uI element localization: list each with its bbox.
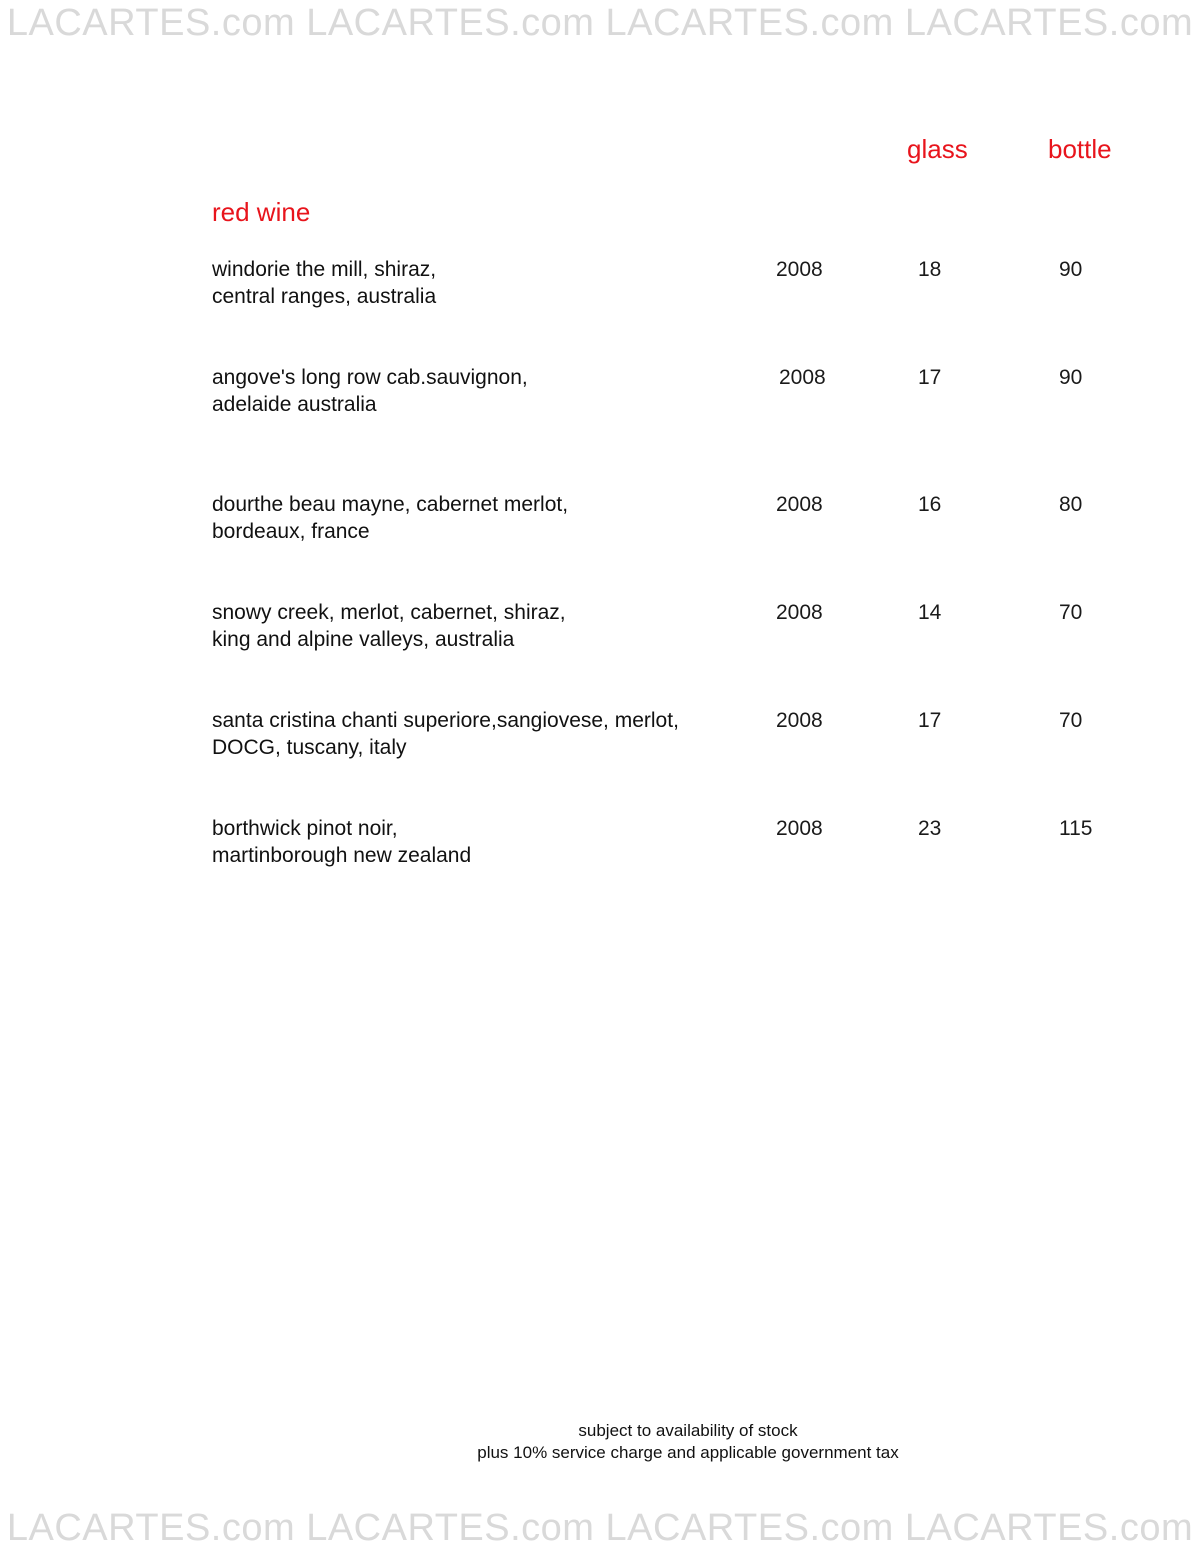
wine-glass-price: 23 bbox=[918, 817, 942, 840]
wine-bottle-price: 90 bbox=[1059, 258, 1083, 281]
wine-name-line1: angove's long row cab.sauvignon, bbox=[212, 366, 528, 389]
bottle-column-header: bottle bbox=[1048, 134, 1112, 164]
wine-name-line1: santa cristina chanti superiore,sangiovese, merlot, bbox=[212, 709, 679, 732]
footer-stock-note: subject to availability of stock bbox=[578, 1421, 798, 1440]
wine-year: 2008 bbox=[776, 601, 823, 624]
wine-name-line1: snowy creek, merlot, cabernet, shiraz, bbox=[212, 601, 566, 624]
wine-name-line2: martinborough new zealand bbox=[212, 844, 472, 867]
wine-glass-price: 16 bbox=[918, 493, 942, 516]
wine-year: 2008 bbox=[776, 493, 823, 516]
watermark-bottom: LACARTES.com LACARTES.com LACARTES.com LACARTES.com bbox=[6, 1507, 1194, 1549]
wine-bottle-price: 70 bbox=[1059, 601, 1083, 624]
glass-column-header: glass bbox=[907, 134, 968, 164]
wine-name-line1: borthwick pinot noir, bbox=[212, 817, 398, 840]
wine-year: 2008 bbox=[776, 258, 823, 281]
wine-bottle-price: 115 bbox=[1059, 817, 1093, 840]
wine-name-line2: DOCG, tuscany, italy bbox=[212, 736, 407, 759]
wine-year: 2008 bbox=[776, 709, 823, 732]
watermark-top: LACARTES.com LACARTES.com LACARTES.com LACARTES.com bbox=[6, 2, 1194, 44]
wine-name-line2: bordeaux, france bbox=[212, 520, 370, 543]
footer-tax-note: plus 10% service charge and applicable government tax bbox=[477, 1443, 899, 1462]
footer-note bbox=[0, 1420, 1200, 1464]
wine-name-line2: adelaide australia bbox=[212, 393, 377, 416]
wine-glass-price: 17 bbox=[918, 366, 942, 389]
wine-bottle-price: 80 bbox=[1059, 493, 1083, 516]
section-heading-red-wine: red wine bbox=[212, 197, 311, 227]
wine-glass-price: 17 bbox=[918, 709, 942, 732]
wine-bottle-price: 70 bbox=[1059, 709, 1083, 732]
wine-glass-price: 18 bbox=[918, 258, 942, 281]
wine-name-line2: central ranges, australia bbox=[212, 285, 437, 308]
wine-name-line1: windorie the mill, shiraz, bbox=[212, 258, 437, 281]
wine-name-line2: king and alpine valleys, australia bbox=[212, 628, 515, 651]
wine-year: 2008 bbox=[776, 817, 823, 840]
wine-bottle-price: 90 bbox=[1059, 366, 1083, 389]
wine-year: 2008 bbox=[779, 366, 826, 389]
wine-glass-price: 14 bbox=[918, 601, 942, 624]
wine-name-line1: dourthe beau mayne, cabernet merlot, bbox=[212, 493, 569, 516]
